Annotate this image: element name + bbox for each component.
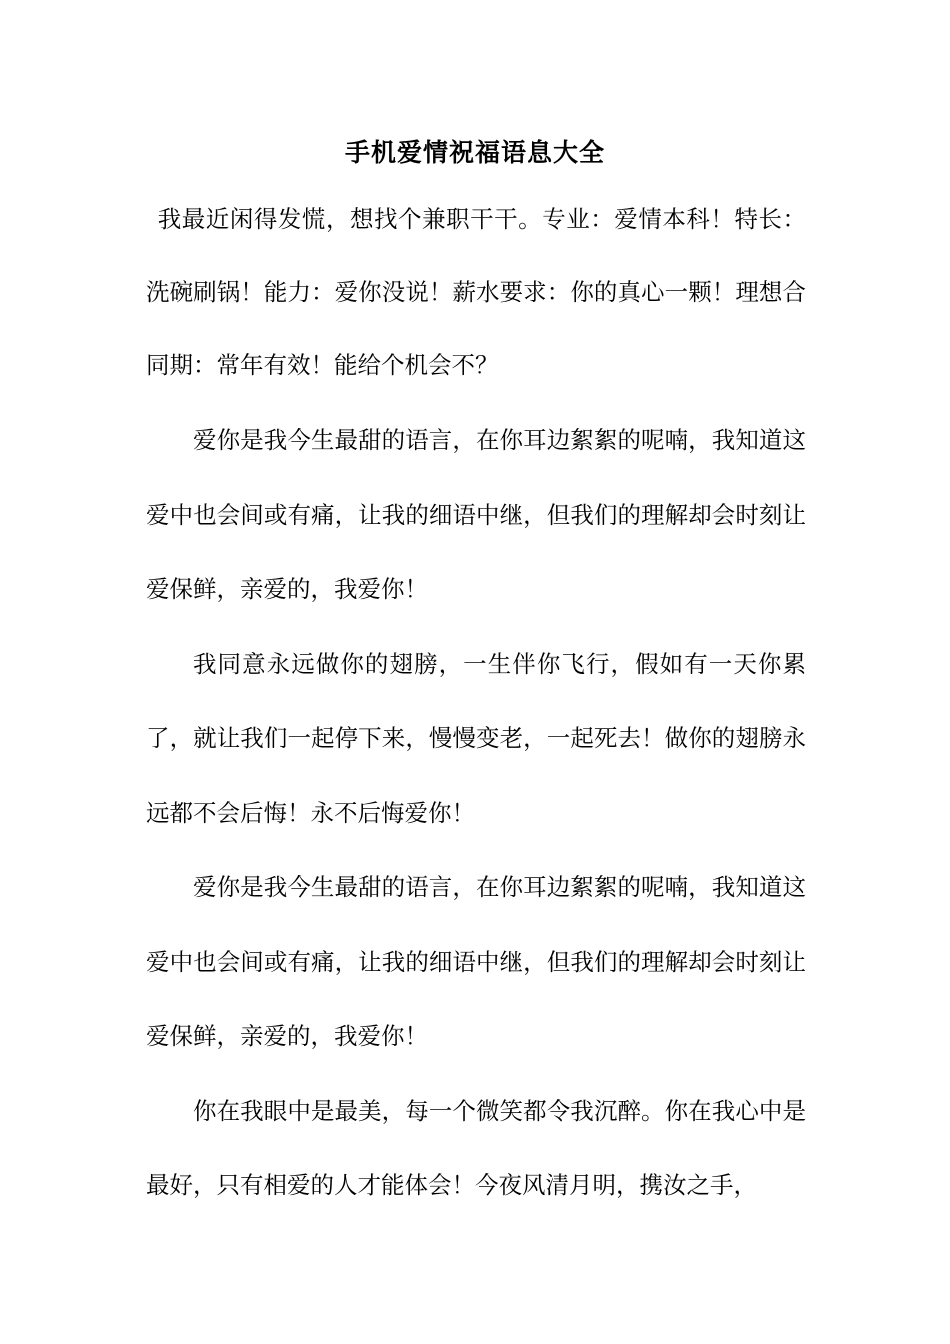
paragraph: 爱你是我今生最甜的语言，在你耳边絮絮的呢喃，我知道这爱中也会间或有痛，让我的细语中继，但我们的理解却会时刻让爱保鲜，亲爱的，我爱你！ (146, 873, 806, 1050)
paragraph: 我最近闲得发慌，想找个兼职干干。专业：爱情本科！特长：洗碗刷锅！能力：爱你没说！薪水要求：你的真心一颗！理想合同期：常年有效！能给个机会不？ (146, 205, 806, 379)
paragraph: 我同意永远做你的翅膀，一生伴你飞行，假如有一天你累了，就让我们一起停下来，慢慢变老，一起死去！做你的翅膀永远都不会后悔！永不后悔爱你！ (146, 649, 806, 827)
paragraph: 爱你是我今生最甜的语言，在你耳边絮絮的呢喃，我知道这爱中也会间或有痛，让我的细语中继，但我们的理解却会时刻让爱保鲜，亲爱的，我爱你！ (146, 426, 806, 603)
paragraph: 你在我眼中是最美，每一个微笑都令我沉醉。你在我心中是最好，只有相爱的人才能体会！今夜风清月明，携汝之手， (146, 1096, 806, 1199)
document-body (146, 183, 806, 1223)
document-title: 手机爱情祝福语息大全 (344, 138, 605, 167)
